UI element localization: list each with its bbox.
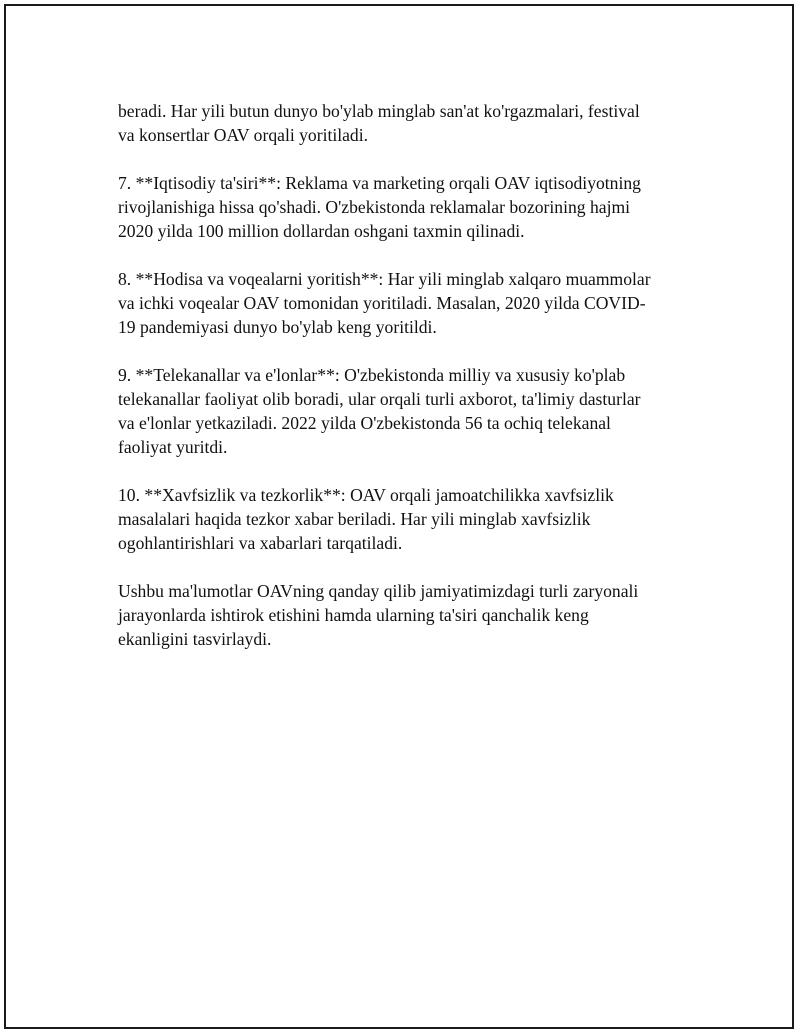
paragraph-item-7: 7. **Iqtisodiy ta'siri**: Reklama va marketing orqali OAV iqtisodiyotning rivojlanishiga hissa qo'shadi. O'zbekistonda reklamalar bozorining hajmi 2020 yilda 100 million dollardan oshgani taxmin qilinadi. [118,173,641,241]
paragraph-item-8: 8. **Hodisa va voqealarni yoritish**: Har yili minglab xalqaro muammolar va ichki voqealar OAV tomonidan yoritiladi. Masalan, 2020 yilda COVID- 19 pandemiyasi dunyo bo'ylab keng yoritildi. [118,269,651,337]
paragraph-item-10: 10. **Xavfsizlik va tezkorlik**: OAV orqali jamoatchilikka xavfsizlik masalalari haqida tezkor xabar beriladi. Har yili minglab xavfsizlik ogohlantirishlari va xabarlari tarqatiladi. [118,485,614,553]
paragraph-conclusion: Ushbu ma'lumotlar OAVning qanday qilib jamiyatimizdagi turli zaryonali jarayonlarda ishtirok etishini hamda ularning ta'siri qanchalik keng ekanligini tasvirlaydi. [118,581,639,649]
document-body [118,99,688,675]
paragraph-intro-continuation: beradi. Har yili butun dunyo bo'ylab minglab san'at ko'rgazmalari, festival va konsertlar OAV orqali yoritiladi. [118,101,640,145]
document-page [4,4,794,1029]
paragraph-item-9: 9. **Telekanallar va e'lonlar**: O'zbekistonda milliy va xususiy ko'plab telekanallar faoliyat olib boradi, ular orqali turli axborot, ta'limiy dasturlar va e'lonlar yetkaziladi. 2022 yilda O'zbekistonda 56 ta ochiq telekanal faoliyat yuritdi. [118,365,641,457]
